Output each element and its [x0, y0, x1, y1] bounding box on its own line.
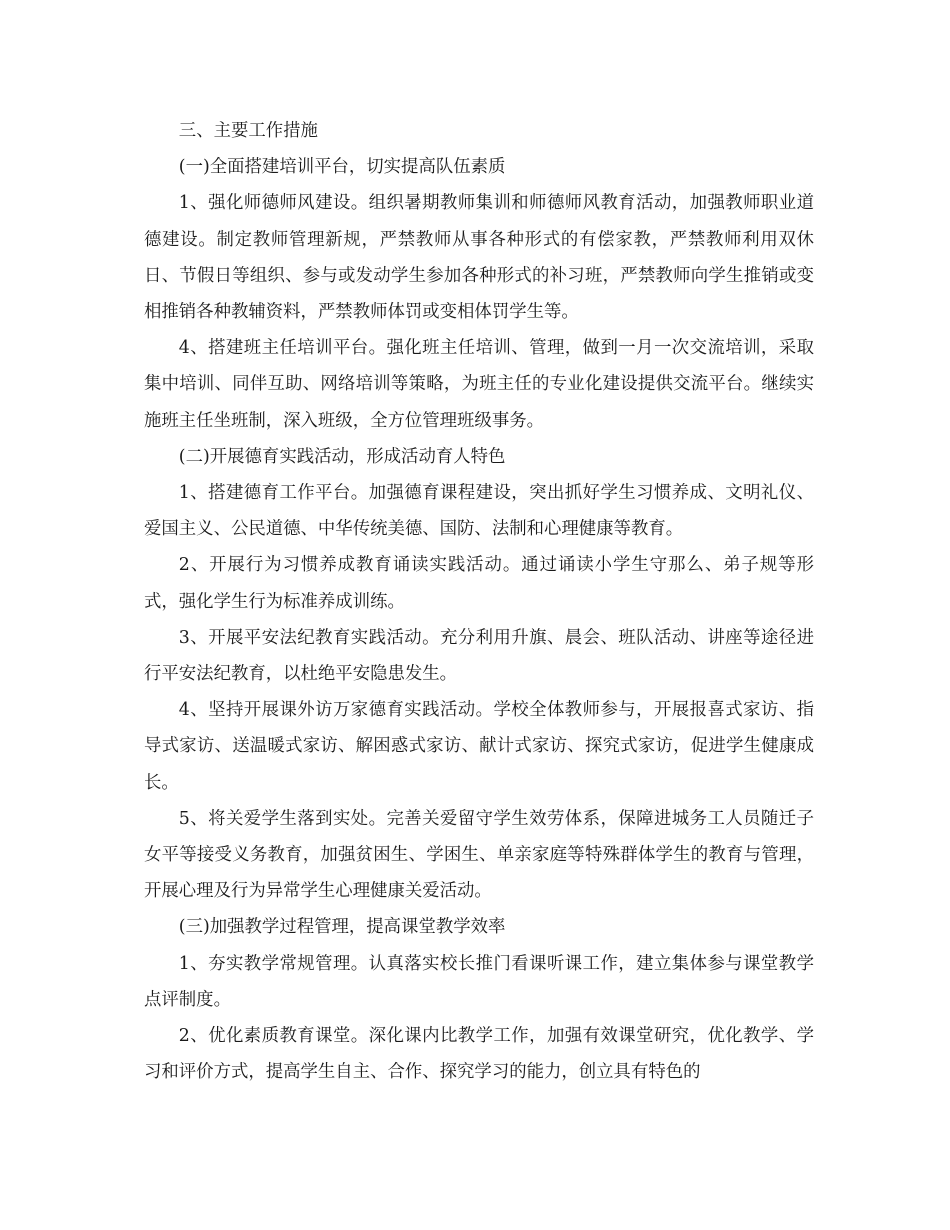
paragraph: 2、开展行为习惯养成教育诵读实践活动。通过诵读小学生守那么、弟子规等形式，强化学生行为标准养成训练。 — [144, 555, 814, 612]
paragraph: 5、将关爱学生落到实处。完善关爱留守学生效劳体系，保障进城务工人员随迁子女平等接受义务教育，加强贫困生、学困生、单亲家庭等特殊群体学生的教育与管理，开展心理及行为异常学生心理健康关爱活动。 — [144, 808, 814, 902]
paragraph: 4、搭建班主任培训平台。强化班主任培训、管理，做到一月一次交流培训，采取集中培训、同伴互助、网络培训等策略，为班主任的专业化建设提供交流平台。继续实施班主任坐班制，深入班级，全方位管理班级事务。 — [144, 338, 814, 431]
paragraph: 1、夯实教学常规管理。认真落实校长推门看课听课工作，建立集体参与课堂教学点评制度。 — [144, 953, 814, 1010]
subsection-heading: (二)开展德育实践活动，形成活动育人特色 — [178, 446, 506, 467]
document-body — [144, 113, 814, 1090]
subsection-heading: (三)加强教学过程管理，提高课堂教学效率 — [178, 917, 506, 938]
paragraph: 3、开展平安法纪教育实践活动。充分利用升旗、晨会、班队活动、讲座等途径进行平安法纪教育，以杜绝平安隐患发生。 — [144, 627, 814, 685]
paragraph: 1、强化师德师风建设。组织暑期教师集训和师德师风教育活动，加强教师职业道德建设。制定教师管理新规，严禁教师从事各种形式的有偿家教，严禁教师利用双休日、节假日等组织、参与或发动学生参加各种形式的补习班，严禁教师向学生推销或变相推销各种教辅资料，严禁教师体罚或变相体罚学生等。 — [144, 193, 814, 323]
paragraph: 4、坚持开展课外访万家德育实践活动。学校全体教师参与，开展报喜式家访、指导式家访、送温暖式家访、解困惑式家访、献计式家访、探究式家访，促进学生健康成长。 — [144, 700, 814, 793]
paragraph: 2、优化素质教育课堂。深化课内比教学工作，加强有效课堂研究，优化教学、学习和评价方式，提高学生自主、合作、探究学习的能力，创立具有特色的 — [144, 1026, 814, 1083]
paragraph: 1、搭建德育工作平台。加强德育课程建设，突出抓好学生习惯养成、文明礼仪、爱国主义、公民道德、中华传统美德、国防、法制和心理健康等教育。 — [144, 483, 814, 540]
subsection-heading: (一)全面搭建培训平台，切实提高队伍素质 — [178, 157, 506, 178]
section-heading: 三、主要工作措施 — [178, 121, 318, 141]
